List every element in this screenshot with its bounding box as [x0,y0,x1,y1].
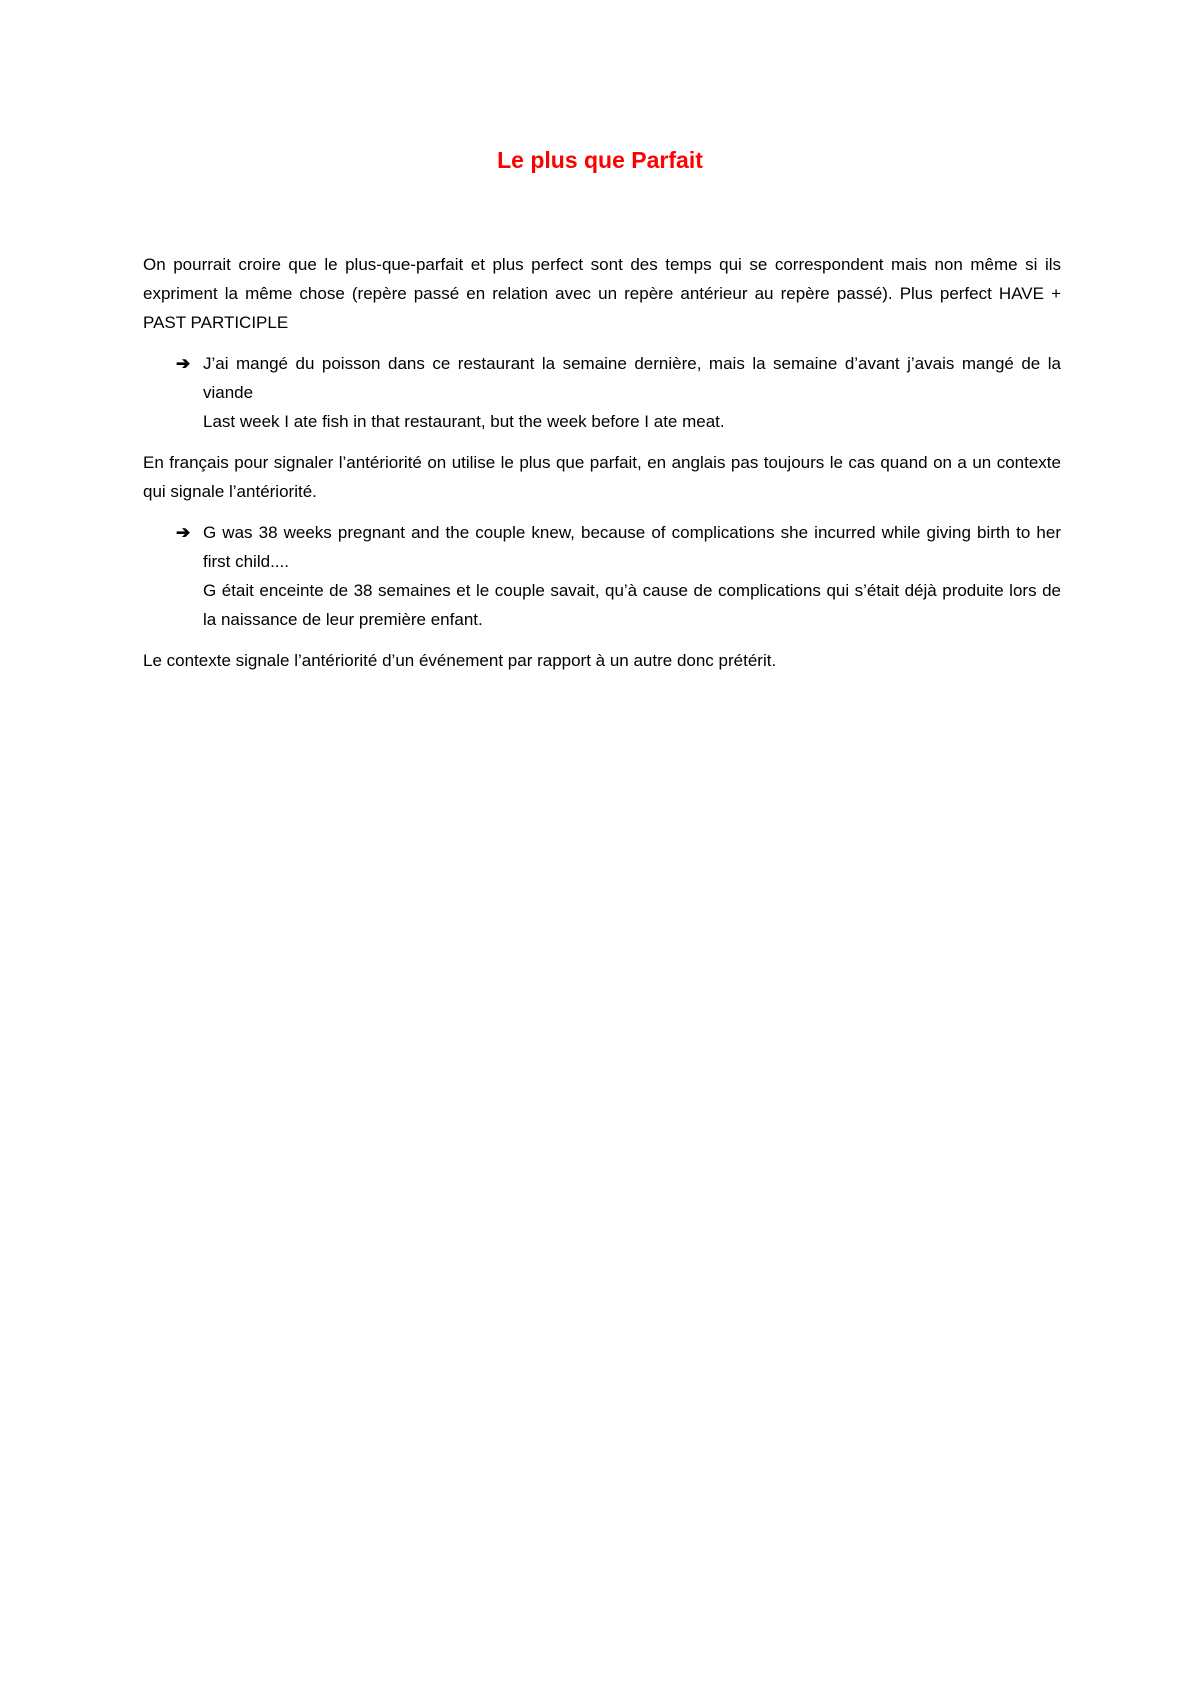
example-2-french: G était enceinte de 38 semaines et le couple savait, qu’à cause de complications qui s’était déjà produite lors de la naissance de leur première enfant. [203,581,1061,629]
right-arrow-icon: ➔ [176,523,191,542]
example-2-english: G was 38 weeks pregnant and the couple knew, because of complications she incurred while giving birth to her first child.... [203,523,1061,571]
example-list-item-1 [143,349,1061,436]
right-arrow-icon: ➔ [176,354,191,373]
paragraph-conclusion: Le contexte signale l’antériorité d’un événement par rapport à un autre donc prétérit. [143,651,777,670]
document-body [143,250,1061,687]
paragraph-intro: On pourrait croire que le plus-que-parfait et plus perfect sont des temps qui se correspondent mais non même si ils expriment la même chose (repère passé en relation avec un repère antérieur au repère passé). Plus perfect HAVE + PAST PARTICIPLE [143,255,1061,332]
paragraph-anteriority: En français pour signaler l’antériorité on utilise le plus que parfait, en anglais pas toujours le cas quand on a un contexte qui signale l’antériorité. [143,453,1061,501]
example-1-french: J’ai mangé du poisson dans ce restaurant la semaine dernière, mais la semaine d’avant j’avais mangé de la viande [203,354,1061,402]
document-title: Le plus que Parfait [497,147,703,173]
example-list-item-2 [143,518,1061,634]
example-1-english: Last week I ate fish in that restaurant, but the week before I ate meat. [203,412,725,431]
